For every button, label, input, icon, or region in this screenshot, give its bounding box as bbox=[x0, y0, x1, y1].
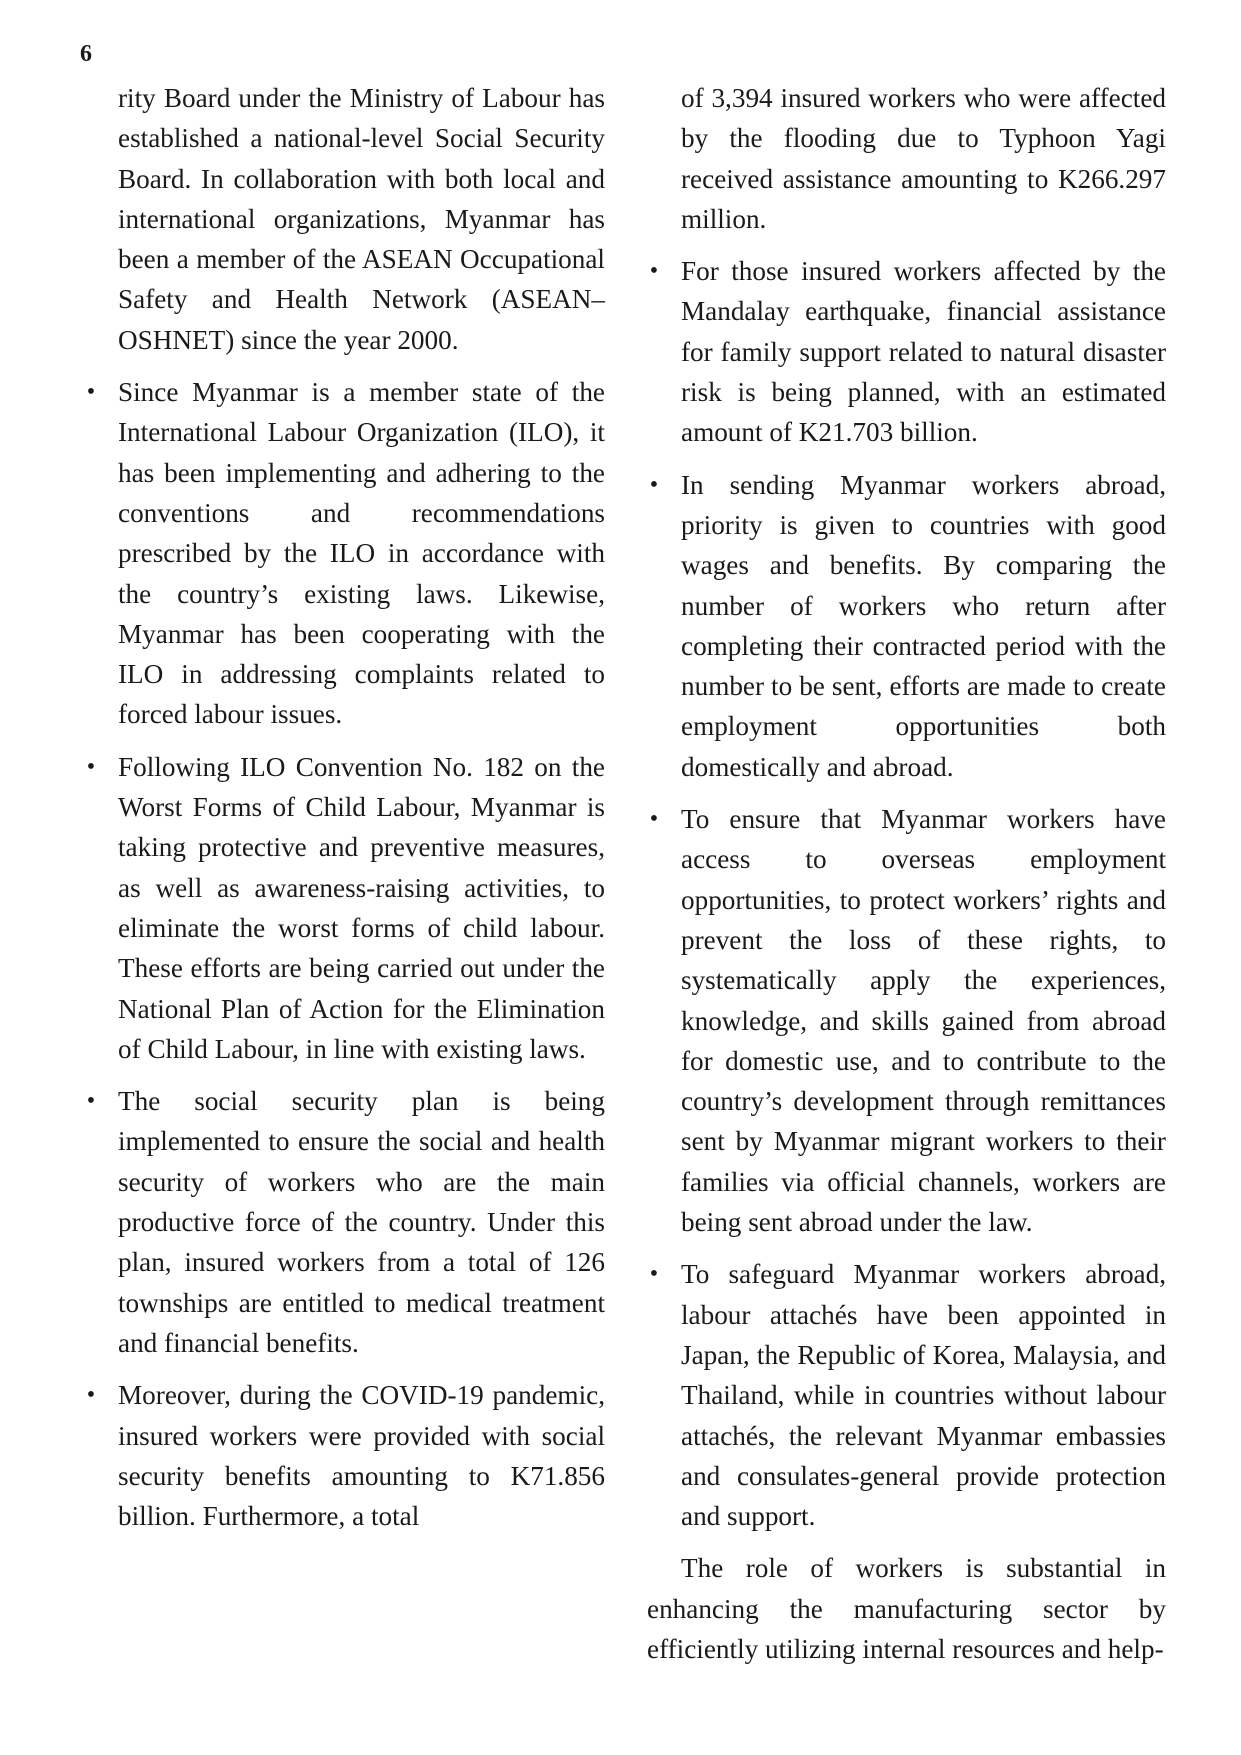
bullet-text: Since Myanmar is a member state of the International Labour Organization (ILO), it has been implementing and adhering to the conventions and recommendations prescribed by the ILO in accordance with the country’s existing laws. Likewise, Myanmar has been cooperating with the ILO in addressing complaints related to forced labour issues. bbox=[118, 377, 605, 730]
bullet-text: In sending Myanmar workers abroad, priority is given to countries with good wages and benefits. By comparing the number of workers who return after completing their contracted period with the number to be sent, efforts are made to create employment opportunities both domestically and abroad. bbox=[681, 469, 1166, 782]
bullet-icon: • bbox=[649, 806, 659, 833]
bullet-text: The social security plan is being implemented to ensure the social and health security of workers who are the main productive force of the country. Under this plan, insured workers from a total of 126 townships are entitled to medical treatment and financial benefits. bbox=[118, 1086, 605, 1358]
bullet-item bbox=[649, 1254, 1166, 1536]
page-number: 6 bbox=[80, 41, 92, 67]
bullet-item bbox=[649, 465, 1166, 787]
bullet-text: Following ILO Convention No. 182 on the Worst Forms of Child Labour, Myanmar is taking protective and preventive measures, as well as awareness-raising activities, to eliminate the worst forms of child labour. These efforts are being carried out under the National Plan of Action for the Elimination of Child Labour, in line with existing laws. bbox=[118, 751, 605, 1064]
bullet-icon: • bbox=[649, 471, 659, 498]
closing-paragraph: The role of workers is substantial in enhancing the manufacturing sector by efficiently utilizing internal resources and help- bbox=[647, 1553, 1166, 1664]
bullet-icon: • bbox=[649, 258, 659, 285]
bullet-icon: • bbox=[86, 1382, 96, 1409]
bullet-item bbox=[86, 372, 605, 735]
bullet-item bbox=[86, 747, 605, 1069]
bullet-text: To ensure that Myanmar workers have access to overseas employment opportunities, to protect workers’ rights and prevent the loss of these rights, to systematically apply the experiences, knowledge, and skills gained from abroad for domestic use, and to contribute to the country’s development through remittances sent by Myanmar migrant workers to their families via official channels, workers are being sent abroad under the law. bbox=[681, 804, 1166, 1238]
bullet-icon: • bbox=[86, 379, 96, 406]
bullet-text: For those insured workers affected by the Mandalay earthquake, financial assistance for family support related to natural disaster risk is being planned, with an estimated amount of K21.703 billion. bbox=[681, 256, 1166, 448]
continued-paragraph: rity Board under the Ministry of Labour has established a national-level Social Security Board. In collaboration with both local and international organizations, Myanmar has been a member of the ASEAN Occupational Safety and Health Network (ASEAN–OSHNET) since the year 2000. bbox=[118, 83, 605, 355]
bullet-text: To safeguard Myanmar workers abroad, labour attachés have been appointed in Japan, the Republic of Korea, Malaysia, and Thailand, while in countries without labour attachés, the relevant Myanmar embassies and consulates-general provide protection and support. bbox=[681, 1259, 1166, 1532]
bullet-item bbox=[649, 251, 1166, 452]
bullet-item bbox=[649, 799, 1166, 1242]
bullet-item bbox=[86, 1375, 605, 1536]
bullet-icon: • bbox=[86, 1088, 96, 1115]
left-column bbox=[86, 78, 605, 1536]
continued-paragraph: of 3,394 insured workers who were affected by the flooding due to Typhoon Yagi received assistance amounting to K266.297 million. bbox=[681, 83, 1166, 234]
bullet-item bbox=[86, 1081, 605, 1363]
bullet-icon: • bbox=[86, 753, 96, 780]
bullet-text: Moreover, during the COVID-19 pandemic, insured workers were provided with social security benefits amounting to K71.856 billion. Furthermore, a total bbox=[118, 1380, 605, 1532]
right-column bbox=[647, 78, 1166, 1669]
bullet-icon: • bbox=[649, 1261, 659, 1288]
